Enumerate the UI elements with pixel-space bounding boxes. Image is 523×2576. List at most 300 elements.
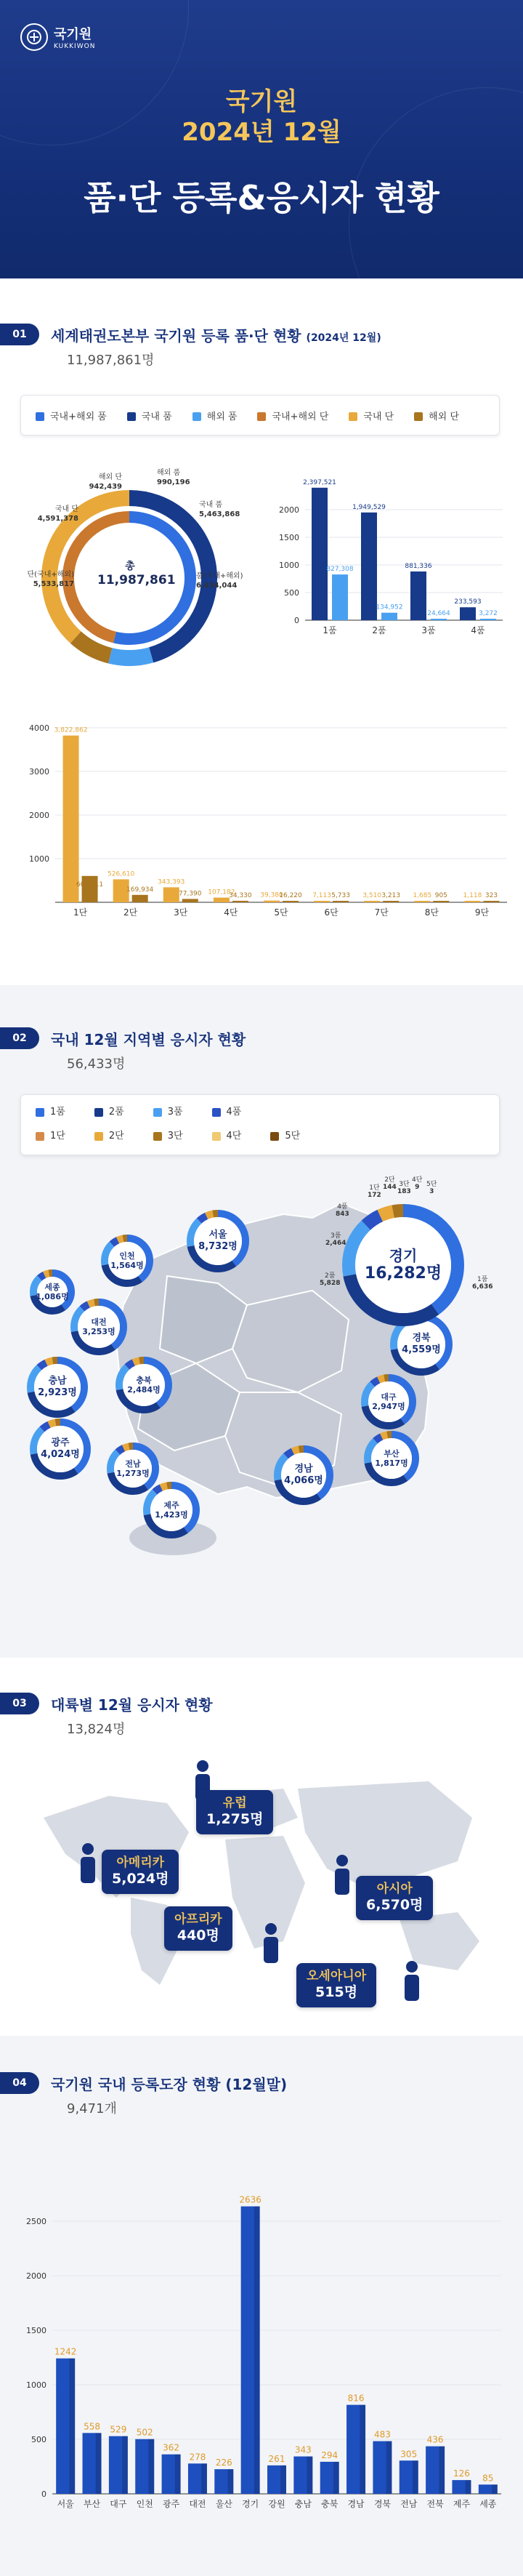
value-label: 827,308 [326, 566, 354, 574]
legend-label: 1품 [50, 1107, 65, 1118]
callout-value: 9 [415, 1184, 420, 1192]
section-4-header [0, 2036, 523, 2094]
region-value: 8,732명 [198, 1241, 238, 1252]
continent-value: 1,275명 [206, 1811, 264, 1828]
donut-label-value: 4,591,378 [37, 514, 78, 523]
gyeonggi-callout [325, 1232, 346, 1248]
callout-value: 172 [368, 1192, 381, 1200]
section-1-header [0, 278, 523, 345]
value-label: 34,330 [229, 891, 252, 899]
value-label: 134,952 [376, 603, 403, 611]
legend-label: 2단 [108, 1131, 124, 1141]
bar-shade [413, 2460, 418, 2494]
section-total: 9,471개 [67, 2101, 117, 2116]
legend-item [36, 409, 107, 422]
y-tick-label: 500 [284, 588, 299, 598]
callout-title: 1단 [369, 1184, 380, 1192]
section-total: 13,824명 [67, 1722, 126, 1737]
kukkiwon-emblem-icon [20, 23, 48, 51]
bar [312, 488, 328, 620]
region-name: 충북 [136, 1375, 152, 1385]
legend-swatch [414, 412, 423, 421]
callout-title: 3품 [331, 1232, 341, 1240]
callout-title: 4품 [337, 1203, 348, 1211]
gyeonggi-callout [383, 1176, 397, 1192]
donut-label [16, 571, 74, 589]
legend-swatch [94, 1132, 103, 1141]
x-tick-label: 경북 [373, 2499, 392, 2509]
x-tick-label: 9단 [474, 907, 490, 918]
callout-value: 183 [397, 1188, 411, 1196]
gyeonggi-callout [472, 1276, 492, 1291]
bar [464, 901, 480, 902]
region-text [142, 1481, 200, 1539]
region-name: 제주 [163, 1500, 179, 1510]
value-label: 1242 [54, 2346, 77, 2357]
continent-value: 5,024명 [112, 1871, 169, 1887]
legend-item [153, 1128, 183, 1141]
region-value: 2,484명 [127, 1385, 161, 1395]
y-tick-label: 2500 [26, 2217, 46, 2226]
value-label: 77,390 [179, 890, 202, 898]
section-2-header [0, 985, 523, 1049]
donut-center [97, 558, 176, 587]
section-title: 국내 12월 지역별 응시자 현황 [51, 1030, 246, 1048]
section-number: 04 [0, 2072, 39, 2094]
region-text [70, 1298, 128, 1356]
value-label: 343,393 [158, 878, 185, 886]
bar-shade [439, 2447, 445, 2494]
region-name: 전남 [125, 1458, 141, 1469]
section-title-text: 세계태권도본부 국기원 등록 품·단 현황 [51, 326, 301, 345]
legend-label: 3단 [167, 1131, 183, 1141]
value-label: 107,182 [208, 888, 235, 896]
section-3-header [0, 1658, 523, 1714]
bar-shade [307, 2457, 313, 2494]
donut-label-name: 품(국내+해외) [196, 572, 243, 580]
bar-shade [466, 2480, 471, 2494]
bar-shade [386, 2441, 392, 2494]
region-value: 3,253명 [82, 1327, 115, 1336]
bar [383, 901, 399, 902]
callout-value: 5,828 [320, 1280, 341, 1288]
legend-label: 국내 단 [363, 411, 394, 422]
continent-name: 아메리카 [116, 1855, 165, 1870]
legend-label: 2품 [108, 1107, 124, 1118]
continent-name: 아시아 [376, 1882, 413, 1896]
section-4 [0, 2036, 523, 2576]
y-tick-label: 1000 [279, 561, 299, 570]
bar [414, 901, 430, 902]
bar [283, 901, 299, 902]
donut-label [157, 469, 215, 487]
callout-title: 4단 [412, 1176, 423, 1184]
region-value: 2,947명 [372, 1402, 405, 1411]
legend-label: 해외 품 [206, 411, 238, 422]
x-tick-label: 부산 [83, 2499, 101, 2509]
x-tick-label: 4단 [224, 907, 238, 918]
x-tick-label: 경남 [347, 2499, 365, 2509]
value-label: 278 [189, 2452, 206, 2463]
x-tick-label: 7단 [374, 907, 389, 918]
hero-banner [0, 0, 523, 278]
bar [163, 887, 179, 902]
value-label: 436 [426, 2434, 444, 2445]
region-value: 4,066명 [284, 1475, 323, 1486]
x-tick-label: 경기 [242, 2499, 259, 2509]
continent-name: 아프리카 [174, 1912, 222, 1927]
pum-bar-chart [270, 468, 510, 649]
bar-shade [122, 2436, 128, 2494]
legend-item [270, 1128, 300, 1141]
value-label: 2636 [239, 2194, 262, 2205]
hero-line1: 국기원 [225, 87, 298, 116]
value-label: 343 [294, 2444, 312, 2455]
legend-swatch [127, 412, 136, 421]
legend-item [127, 409, 172, 422]
callout-value: 6,636 [472, 1283, 493, 1291]
value-label: 558 [84, 2421, 100, 2432]
region-text [26, 1356, 89, 1419]
gyeonggi-callout [397, 1181, 411, 1196]
dan-bar-chart [20, 691, 514, 931]
continent-name: 오세아니아 [307, 1969, 367, 1983]
x-tick-label: 1품 [323, 625, 337, 635]
bar [63, 736, 79, 902]
gyeonggi-value: 16,282명 [364, 1264, 442, 1283]
section-title-small: (2024년 12월) [306, 332, 381, 344]
value-label: 816 [347, 2393, 365, 2404]
bar-shade [201, 2463, 207, 2494]
bar-shade [280, 2465, 286, 2494]
value-label: 3,822,862 [54, 726, 88, 734]
dojang-bar-chart [15, 2145, 508, 2523]
region-donut [70, 1298, 128, 1356]
x-tick-label: 세종 [479, 2499, 497, 2509]
continent-badge [296, 1963, 376, 2007]
region-text [360, 1373, 417, 1430]
section-title: 대륙별 12월 응시자 현황 [51, 1696, 213, 1714]
region-name: 광주 [51, 1437, 70, 1449]
section-total: 56,433명 [67, 1056, 126, 1072]
value-label: 7,113 [312, 892, 331, 899]
value-label: 126 [453, 2468, 470, 2479]
donut-outer-segment [110, 655, 151, 658]
donut-center-label: 총 [125, 561, 135, 572]
region-donut [100, 1234, 154, 1288]
y-tick-label: 0 [41, 2489, 46, 2499]
value-label: 483 [373, 2429, 391, 2440]
region-name: 경북 [412, 1333, 431, 1344]
bar [480, 619, 496, 620]
region-value: 1,273명 [116, 1469, 150, 1478]
region-value: 1,423명 [155, 1510, 188, 1520]
legend-item [414, 409, 459, 422]
x-tick-label: 전북 [426, 2499, 444, 2509]
bar-shade [148, 2439, 154, 2494]
bar [361, 513, 377, 620]
legend-swatch [36, 1108, 44, 1117]
region-value: 4,559명 [402, 1344, 441, 1355]
gyeonggi-callout [336, 1203, 349, 1219]
value-label: 294 [321, 2449, 338, 2460]
legend-swatch [94, 1108, 103, 1117]
legend-s1 [20, 395, 500, 436]
legend-swatch [349, 412, 357, 421]
value-label: 39,380 [260, 891, 283, 899]
value-label: 85 [482, 2473, 494, 2484]
person-icon [77, 1842, 99, 1885]
legend-label: 국내+해외 단 [272, 411, 329, 422]
value-label: 5,733 [331, 892, 350, 899]
region-text [100, 1234, 154, 1288]
bar [410, 571, 426, 620]
bar [182, 899, 198, 902]
value-label: 2,397,521 [303, 478, 336, 486]
x-tick-label: 강원 [268, 2499, 285, 2509]
region-donut [363, 1430, 420, 1487]
x-tick-label: 울산 [215, 2499, 232, 2509]
value-label: 305 [400, 2449, 418, 2460]
region-text [186, 1209, 250, 1273]
x-tick-label: 2단 [123, 907, 138, 918]
y-tick-label: 1000 [29, 854, 49, 864]
region-name: 부산 [384, 1448, 400, 1458]
kukkiwon-logo [20, 23, 95, 51]
value-label: 1,685 [413, 892, 432, 899]
legend-item [212, 1128, 242, 1141]
callout-value: 144 [383, 1184, 397, 1192]
legend-row-pum [36, 1104, 485, 1118]
region-text [29, 1418, 92, 1480]
bar-shade [227, 2469, 233, 2494]
continent-value: 6,570명 [366, 1897, 423, 1914]
value-label: 362 [163, 2442, 180, 2453]
person-icon [401, 1960, 423, 2002]
region-name: 대전 [91, 1317, 107, 1327]
donut-label-value: 942,439 [89, 482, 122, 491]
callout-value: 3 [429, 1188, 434, 1196]
bar [431, 619, 447, 620]
value-label: 3,213 [381, 892, 401, 899]
legend-swatch [192, 412, 201, 421]
bar [483, 901, 499, 902]
region-name: 대구 [381, 1392, 397, 1402]
x-tick-label: 충북 [321, 2499, 338, 2509]
continent-badge [164, 1906, 232, 1951]
region-donut [273, 1445, 334, 1506]
x-tick-label: 1단 [73, 907, 88, 918]
region-name: 경남 [294, 1464, 313, 1475]
value-label: 233,593 [454, 598, 482, 606]
y-tick-label: 2000 [26, 2271, 46, 2281]
legend-label: 4품 [226, 1107, 242, 1118]
donut-label-name: 해외 단 [98, 473, 122, 481]
x-tick-label: 8단 [424, 907, 439, 918]
callout-title: 2품 [325, 1272, 336, 1280]
section-title [51, 324, 381, 345]
section-title: 국기원 국내 등록도장 현황 (12월말) [51, 2075, 288, 2093]
gyeonggi-callout [368, 1184, 381, 1200]
continent-name: 유럽 [222, 1796, 247, 1810]
section-total: 11,987,861명 [67, 353, 155, 368]
legend-item [257, 409, 328, 422]
legend-row-dan [36, 1128, 485, 1141]
donut-label-name: 단(국내+해외) [27, 571, 74, 579]
legend-item [349, 409, 394, 422]
value-label: 24,664 [427, 610, 450, 617]
x-tick-label: 3품 [421, 625, 436, 635]
value-label: 529 [110, 2424, 127, 2435]
donut-label-name: 국내 품 [199, 501, 223, 509]
continent-badge [196, 1790, 273, 1834]
value-label: 169,934 [126, 886, 154, 894]
bar [433, 901, 449, 902]
value-label: 502 [136, 2427, 153, 2438]
donut-label [64, 473, 122, 491]
legend-label: 국내+해외 품 [50, 411, 107, 422]
section-number: 01 [0, 324, 39, 345]
donut-label-name: 해외 품 [157, 469, 181, 477]
legend-item [94, 1128, 124, 1141]
region-value: 1,564명 [110, 1261, 144, 1270]
value-label: 226 [215, 2457, 232, 2468]
bar-shade [360, 2405, 365, 2494]
value-label: 603,811 [76, 880, 104, 888]
x-tick-label: 충남 [294, 2499, 312, 2509]
donut-label-value: 990,196 [157, 478, 190, 486]
person-icon [260, 1922, 282, 1965]
legend-item [212, 1104, 242, 1118]
legend-swatch [212, 1132, 221, 1141]
region-value: 1,086명 [36, 1292, 69, 1301]
y-tick-label: 0 [294, 616, 299, 625]
legend-s2 [20, 1094, 500, 1155]
donut-label [199, 501, 257, 519]
value-label: 323 [485, 892, 498, 899]
continent-badge [102, 1850, 179, 1894]
gyeonggi-callout [426, 1181, 437, 1196]
region-text [115, 1356, 173, 1414]
region-value: 2,923명 [38, 1387, 77, 1398]
section-1 [0, 278, 523, 985]
bar [214, 898, 230, 902]
legend-item [192, 409, 238, 422]
region-donut [186, 1209, 250, 1273]
value-label: 526,610 [108, 870, 135, 878]
region-name: 충남 [48, 1376, 67, 1387]
legend-item [36, 1104, 65, 1118]
x-tick-label: 광주 [162, 2499, 180, 2509]
region-donut [142, 1481, 200, 1539]
y-tick-label: 1500 [26, 2326, 46, 2335]
legend-label: 5단 [285, 1131, 301, 1141]
callout-title: 2단 [384, 1176, 395, 1184]
donut-label-name: 국내 단 [54, 505, 78, 513]
x-tick-label: 3단 [174, 907, 188, 918]
bar-shade [492, 2484, 498, 2494]
region-donut [29, 1418, 92, 1480]
callout-title: 3단 [399, 1181, 410, 1188]
bar [460, 607, 476, 620]
section-number: 02 [0, 1027, 39, 1049]
bar [314, 901, 330, 902]
donut-label-value: 5,533,817 [33, 579, 74, 588]
legend-label: 1단 [50, 1131, 65, 1141]
bar [381, 613, 397, 620]
bar-shade [96, 2433, 102, 2494]
value-label: 261 [268, 2453, 285, 2464]
bar-shade [175, 2455, 181, 2494]
donut-label [20, 505, 78, 523]
legend-item [153, 1104, 183, 1118]
region-donut [26, 1356, 89, 1419]
y-tick-label: 3000 [29, 767, 49, 777]
bar [132, 895, 148, 902]
legend-swatch [36, 1132, 44, 1141]
hero-title: 품·단 등록&응시자 현황 [84, 178, 439, 217]
y-tick-label: 4000 [29, 723, 49, 733]
logo-name: 국기원 [54, 27, 92, 42]
y-tick-label: 1000 [26, 2380, 46, 2390]
bar-shade [69, 2359, 75, 2494]
region-name: 서울 [208, 1229, 227, 1241]
callout-title: 1품 [477, 1276, 488, 1283]
donut-label-value: 6,454,044 [196, 581, 238, 590]
bar [333, 901, 349, 902]
x-tick-label: 대구 [110, 2499, 127, 2509]
x-tick-label: 6단 [324, 907, 338, 918]
value-label: 3,272 [479, 610, 498, 617]
region-donut [29, 1269, 76, 1315]
y-tick-label: 2000 [29, 811, 49, 820]
donut-label-value: 5,463,868 [199, 510, 240, 518]
gyeonggi-donut [341, 1203, 465, 1327]
x-tick-label: 전남 [400, 2499, 418, 2509]
value-label: 3,510 [362, 892, 382, 899]
region-text [273, 1445, 334, 1506]
gyeonggi-callout [412, 1176, 422, 1192]
region-value: 4,024명 [41, 1449, 80, 1460]
person-icon [331, 1854, 353, 1896]
legend-swatch [270, 1132, 279, 1141]
x-tick-label: 5단 [274, 907, 288, 918]
callout-value: 2,464 [325, 1240, 346, 1248]
bar [332, 574, 348, 620]
x-tick-label: 대전 [189, 2499, 206, 2509]
continent-value: 440명 [177, 1927, 219, 1944]
legend-item [36, 1128, 65, 1141]
legend-swatch [212, 1108, 221, 1117]
legend-label: 국내 품 [141, 411, 172, 422]
legend-label: 4단 [226, 1131, 242, 1141]
bar-shade [333, 2462, 339, 2494]
legend-swatch [153, 1108, 162, 1117]
continent-asia [298, 1781, 472, 1890]
x-tick-label: 인천 [136, 2499, 153, 2509]
legend-swatch [257, 412, 266, 421]
x-tick-label: 4품 [471, 625, 485, 635]
hero-line2: 2024년 12월 [182, 118, 341, 147]
callout-value: 843 [336, 1211, 349, 1219]
bar [232, 901, 248, 902]
continent-value: 515명 [315, 1984, 358, 2001]
bar [364, 901, 380, 902]
section-number: 03 [0, 1693, 39, 1714]
region-donut [360, 1373, 417, 1430]
value-label: 16,220 [279, 892, 302, 899]
region-name: 인천 [119, 1251, 135, 1261]
